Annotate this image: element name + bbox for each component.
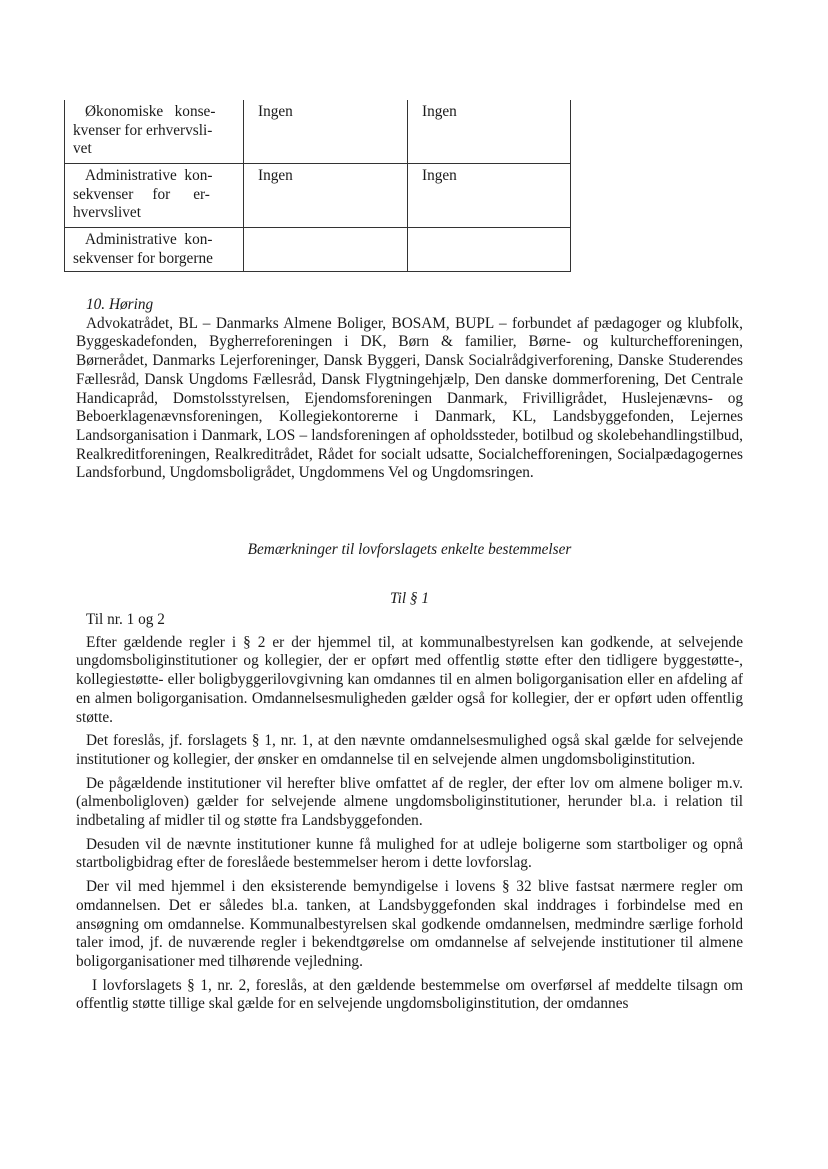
table-cell-value: Ingen [408, 100, 571, 164]
hearing-section [76, 296, 743, 488]
table-cell-label: Administrative kon- sekvenser for er- hvervslivet [65, 164, 244, 228]
paragraph: I lovforslagets § 1, nr. 2, foreslås, at den gældende bestemmelse om overførsel af meddelte tilsagn om offentlig støtte tillige skal gælde for en selvejende ungdomsboliginstitution, der omdannes [76, 976, 743, 1013]
table-row [65, 228, 571, 272]
table-row [65, 164, 571, 228]
subheading: Til nr. 1 og 2 [86, 611, 165, 628]
section-heading: 10. Høring [86, 296, 154, 313]
table-cell-value [244, 228, 408, 272]
impact-table [64, 100, 571, 272]
table-cell-label: Økonomiske konse- kvenser for erhvervsli- vet [65, 100, 244, 164]
hearing-text: Advokatrådet, BL – Danmarks Almene Boliger, BOSAM, BUPL – forbundet af pædagoger og klubfolk, Byggeskadefonden, Bygherreforeningen i DK, Børn & familier, Børne- og kulturchefforeningen, Børnerådet, Danmarks Lejerforeninger, Dansk Byggeri, Dansk Socialrådgiverforening, Danske Studerendes Fællesråd, Dansk Ungdoms Fællesråd, Dansk Flygtningehjælp, Den danske dommerforening, Det Centrale Handicapråd, Domstolsstyrelsen, Ejendomsforeningen Danmark, Frivilligrådet, Huslejenævns- og Beboerklagenævnsforeningen, Kollegiekontorerne i Danmark, KL, Landsbyggefonden, Lejernes Landsorganisation i Danmark, LOS – landsforeningen af opholdssteder, botilbud og skolebehandlingstilbud, Realkreditforeningen, Realkreditrådet, Rådet for socialt udsatte, Socialchefforeningen, Socialpædagogernes Landsforbund, Ungdomsboligrådet, Ungdommens Vel og Ungdomsringen. [76, 314, 743, 482]
remarks-title: Bemærkninger til lovforslagets enkelte bestemmelser [247, 541, 572, 558]
table-cell-value: Ingen [244, 164, 408, 228]
table-cell-label: Administrative kon- sekvenser for borgerne [65, 228, 244, 272]
paragraph: De pågældende institutioner vil herefter blive omfattet af de regler, der efter lov om almene boliger m.v. (almenboligloven) gælder for selvejende almene ungdomsboliginstitutioner, herunder bl.a. i relation til indbetaling af midler til og støtte fra Landsbyggefonden. [76, 774, 743, 830]
table-row [65, 100, 571, 164]
paragraph: Der vil med hjemmel i den eksisterende bemyndigelse i lovens § 32 blive fastsat nærmere regler om omdannelsen. Det er således bl.a. tanken, at Landsbyggefonden skal inddrages i forbindelse med en ansøgning om omdannelse. Kommunalbestyrelsen skal godkende omdannelsen, medmindre særlige forhold taler imod, jf. de nuværende regler i bekendtgørelse om omdannelse af selvejende institutioner til almene boligorganisationer med tilhørende vejledning. [76, 878, 743, 970]
body-section [76, 611, 743, 1014]
paragraph: Desuden vil de nævnte institutioner kunne få mulighed for at udleje boligerne som startboliger og opnå startboligbidrag efter de foreslåede bestemmelser herom i dette lovforslag. [76, 835, 743, 872]
table-cell-value [408, 228, 571, 272]
section-title-block [76, 590, 743, 609]
table-cell-value: Ingen [408, 164, 571, 228]
remarks-title-block [76, 541, 743, 560]
section-title: Til § 1 [389, 590, 430, 607]
table-cell-value: Ingen [244, 100, 408, 164]
paragraph: Det foreslås, jf. forslagets § 1, nr. 1, at den nævnte omdannelsesmulighed også skal gælde for selvejende institutioner og kollegier, der ønsker en omdannelse til en selvejende almen ungdomsboliginstitution. [76, 732, 743, 768]
paragraph: Efter gældende regler i § 2 er der hjemmel til, at kommunalbestyrelsen kan godkende, at selvejende ungdomsboliginstitutioner og kollegier, der er opført med offentlig støtte efter den tidligere byggestøtte-, kollegiestøtte- eller boligbyggerilovgivning kan omdannes til en almen boligorganisation eller en afdeling af en almen boligorganisation. Omdannelsesmuligheden gælder også for kollegier, der er opført uden offentlig støtte. [76, 633, 743, 726]
